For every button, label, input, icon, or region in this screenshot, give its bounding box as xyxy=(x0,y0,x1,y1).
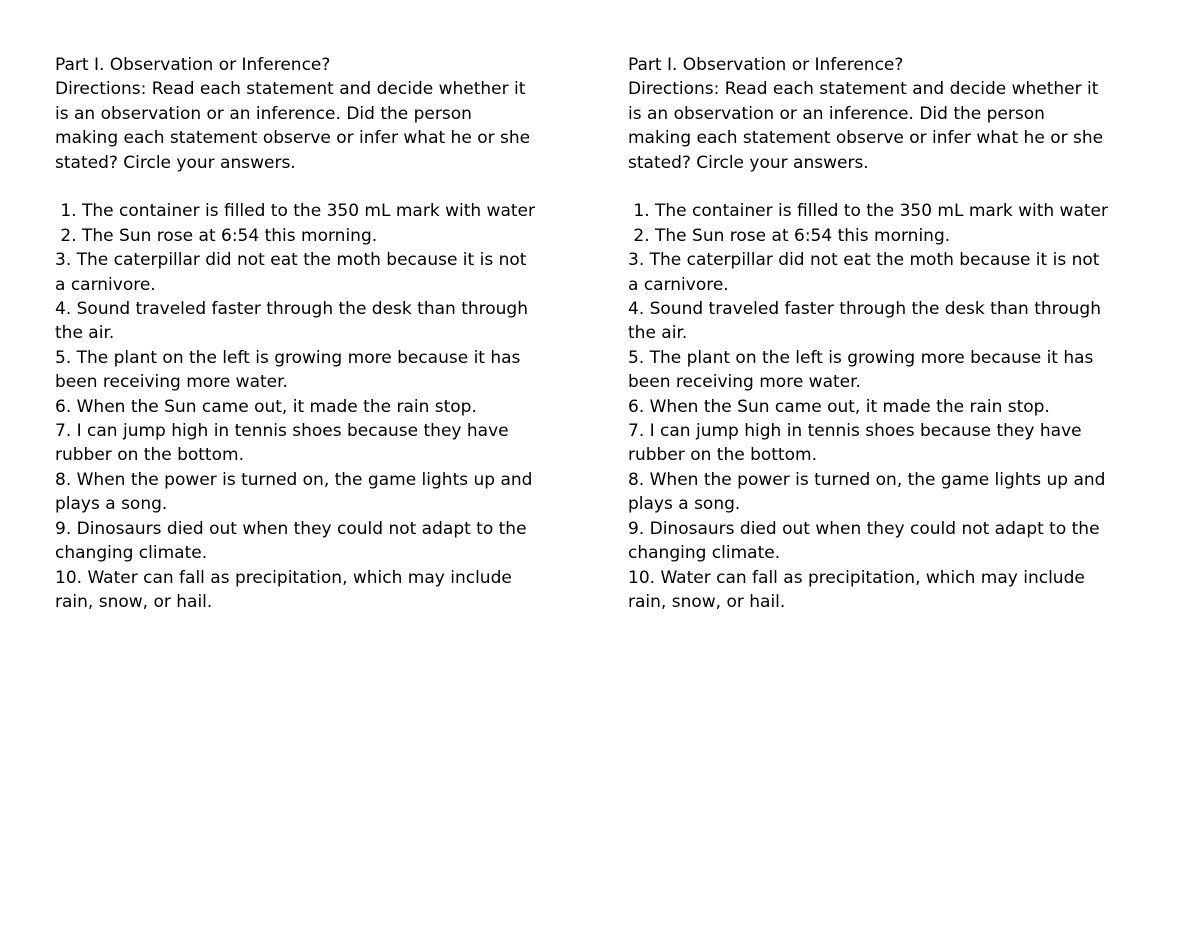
statement-3 xyxy=(55,248,585,297)
statement-8 xyxy=(55,468,585,517)
statement-line: rain, snow, or hail. xyxy=(55,591,213,612)
directions-line: Directions: Read each statement and decide whether it xyxy=(628,79,1099,100)
statement-line: 4. Sound traveled faster through the desk than through xyxy=(628,299,1101,320)
statement-6 xyxy=(628,395,1158,419)
statement-4 xyxy=(628,297,1158,346)
worksheet-copy-left xyxy=(55,53,585,614)
statement-line: been receiving more water. xyxy=(628,372,861,393)
statement-line: 3. The caterpillar did not eat the moth because it is not xyxy=(55,250,527,271)
statement-line: been receiving more water. xyxy=(55,372,288,393)
statement-line: 8. When the power is turned on, the game lights up and xyxy=(55,469,533,490)
statement-line: 7. I can jump high in tennis shoes because they have xyxy=(55,421,509,442)
statement-line: a carnivore. xyxy=(55,274,156,295)
statement-line: 4. Sound traveled faster through the desk than through xyxy=(55,299,528,320)
statement-10 xyxy=(628,566,1158,615)
statement-line: 8. When the power is turned on, the game lights up and xyxy=(628,469,1106,490)
statement-2 xyxy=(55,224,585,248)
worksheet-title: Part I. Observation or Inference? xyxy=(55,55,331,75)
statement-3 xyxy=(628,248,1158,297)
statement-6 xyxy=(55,395,585,419)
directions-line: making each statement observe or infer what he or she xyxy=(628,128,1104,149)
statement-line: 7. I can jump high in tennis shoes because they have xyxy=(628,421,1082,442)
statement-7 xyxy=(55,419,585,468)
statement-line: plays a song. xyxy=(55,494,168,515)
statement-2 xyxy=(628,224,1158,248)
statement-line: 6. When the Sun came out, it made the rain stop. xyxy=(55,396,477,417)
statement-1 xyxy=(628,199,1158,223)
statement-10 xyxy=(55,566,585,615)
statement-line: plays a song. xyxy=(628,494,741,515)
worksheet-copy-right xyxy=(628,53,1158,614)
statement-line: the air. xyxy=(628,323,688,344)
statement-line: 10. Water can fall as precipitation, which may include xyxy=(628,567,1085,588)
directions-line: is an observation or an inference. Did the person xyxy=(628,103,1045,124)
directions-line: stated? Circle your answers. xyxy=(55,152,296,173)
statement-5 xyxy=(55,346,585,395)
directions-line: stated? Circle your answers. xyxy=(628,152,869,173)
spacer xyxy=(628,175,1158,199)
directions-line: making each statement observe or infer what he or she xyxy=(55,128,531,149)
statement-4 xyxy=(55,297,585,346)
statement-line: 2. The Sun rose at 6:54 this morning. xyxy=(628,225,951,246)
statement-9 xyxy=(55,517,585,566)
statement-line: changing climate. xyxy=(628,543,781,564)
statement-1 xyxy=(55,199,585,223)
statement-line: changing climate. xyxy=(55,543,208,564)
statement-line: 9. Dinosaurs died out when they could not adapt to the xyxy=(55,518,527,539)
statement-9 xyxy=(628,517,1158,566)
statement-line: 5. The plant on the left is growing more because it has xyxy=(628,347,1094,368)
statement-5 xyxy=(628,346,1158,395)
statement-7 xyxy=(628,419,1158,468)
statement-line: 2. The Sun rose at 6:54 this morning. xyxy=(55,225,378,246)
statement-line: the air. xyxy=(55,323,115,344)
statement-line: 5. The plant on the left is growing more because it has xyxy=(55,347,521,368)
statement-line: a carnivore. xyxy=(628,274,729,295)
statement-line: rain, snow, or hail. xyxy=(628,591,786,612)
statement-line: 6. When the Sun came out, it made the rain stop. xyxy=(628,396,1050,417)
statement-line: rubber on the bottom. xyxy=(55,445,244,466)
statement-8 xyxy=(628,468,1158,517)
statement-line: 1. The container is filled to the 350 mL mark with water xyxy=(628,201,1108,222)
statement-line: 10. Water can fall as precipitation, which may include xyxy=(55,567,512,588)
directions-line: is an observation or an inference. Did the person xyxy=(55,103,472,124)
statement-line: rubber on the bottom. xyxy=(628,445,817,466)
directions-line: Directions: Read each statement and decide whether it xyxy=(55,79,526,100)
spacer xyxy=(55,175,585,199)
statement-line: 3. The caterpillar did not eat the moth because it is not xyxy=(628,250,1100,271)
statement-line: 1. The container is filled to the 350 mL mark with water xyxy=(55,201,535,222)
worksheet-title: Part I. Observation or Inference? xyxy=(628,55,904,75)
statement-line: 9. Dinosaurs died out when they could not adapt to the xyxy=(628,518,1100,539)
